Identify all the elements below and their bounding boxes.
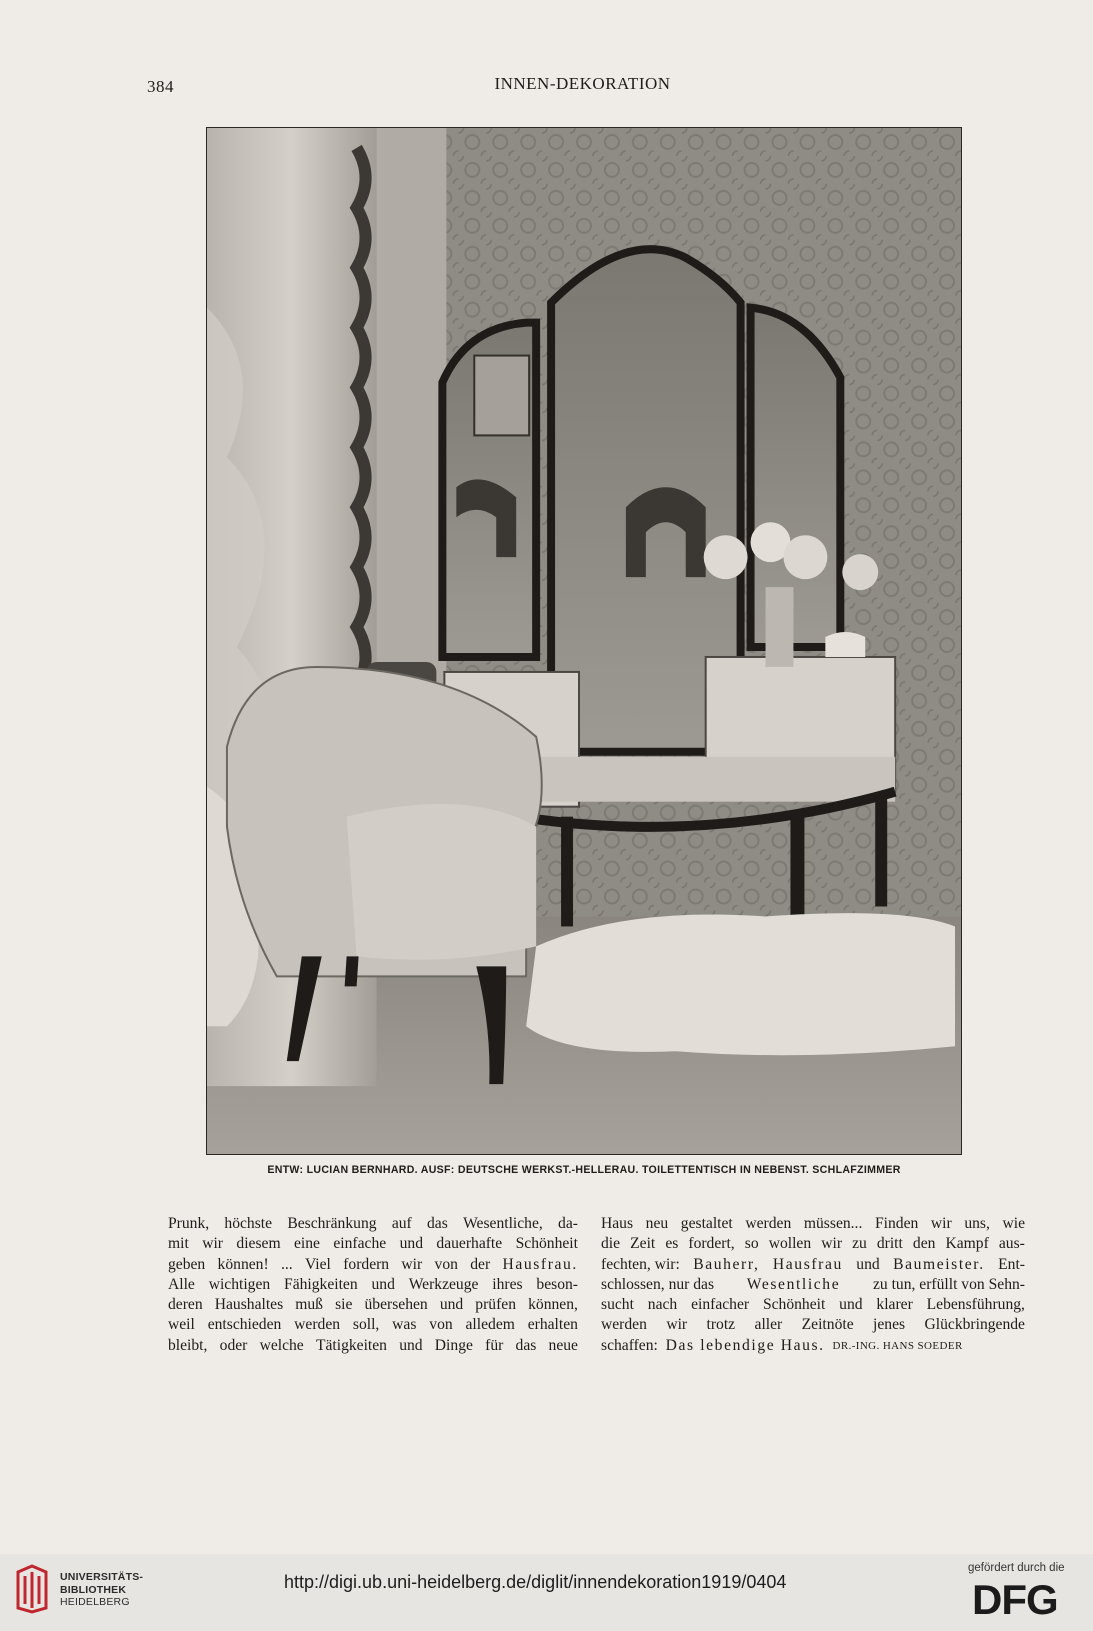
text-column-left: [168, 1214, 578, 1356]
text-column-right: [601, 1214, 1025, 1356]
text-line: bleibt, oder welche Tätigkeiten und Dinge für das neue: [168, 1336, 578, 1354]
text-line: sucht nach einfacher Schönheit und klarer Lebensführung,: [601, 1296, 1025, 1314]
photo-illustration: [207, 128, 961, 1154]
running-head: INNEN-DEKORATION: [494, 74, 671, 93]
figure-caption: ENTW: LUCIAN BERNHARD. AUSF: DEUTSCHE WERKST.-HELLERAU. TOILETTENTISCH IN NEBENST. SCHLAFZIMMER: [267, 1164, 901, 1176]
digitization-footer: [0, 1554, 1093, 1631]
text-line: geben können! ... Viel fordern wir von der Hausfrau.: [168, 1255, 578, 1273]
library-name: UNIVERSITÄTS- BIBLIOTHEK HEIDELBERG: [60, 1571, 144, 1608]
text-line: die Zeit es fordert, so wollen wir zu dritt den Kampf aus-: [601, 1235, 1025, 1253]
library-logo-icon: [14, 1564, 50, 1614]
text-line: schaffen: Das lebendige Haus. DR.-ING. HANS SOEDER: [601, 1336, 1025, 1356]
source-url[interactable]: http://digi.ub.uni-heidelberg.de/diglit/innendekoration1919/0404: [284, 1572, 787, 1592]
text-line: deren Haushaltes muß sie übersehen und prüfen können,: [168, 1296, 578, 1314]
text-line: mit wir diesem eine einfache und dauerhafte Schönheit: [168, 1235, 578, 1253]
author-signature: DR.-ING. HANS SOEDER: [832, 1339, 963, 1352]
text-line: fechten, wir: Bauherr, Hausfrau und Baumeister. Ent-: [601, 1255, 1025, 1273]
text-line: Alle wichtigen Fähigkeiten und Werkzeuge ihres beson-: [168, 1275, 578, 1293]
funding-note: gefördert durch die: [968, 1562, 1065, 1574]
text-line: weil entschieden werden soll, was von alledem erhalten: [168, 1316, 578, 1334]
text-line: Haus neu gestaltet werden müssen... Finden wir uns, wie: [601, 1215, 1025, 1232]
page-number: 384: [147, 77, 174, 96]
text-line: schlossen, nur das Wesentliche zu tun, erfüllt von Sehn-: [601, 1275, 1025, 1293]
text-line: Prunk, höchste Beschränkung auf das Wesentliche, da-: [168, 1215, 578, 1232]
text-line: werden wir trotz aller Zeitnöte jenes Glückbringende: [601, 1316, 1025, 1334]
dfg-logo: DFG: [972, 1576, 1058, 1623]
photograph-dressing-table: [206, 127, 962, 1155]
